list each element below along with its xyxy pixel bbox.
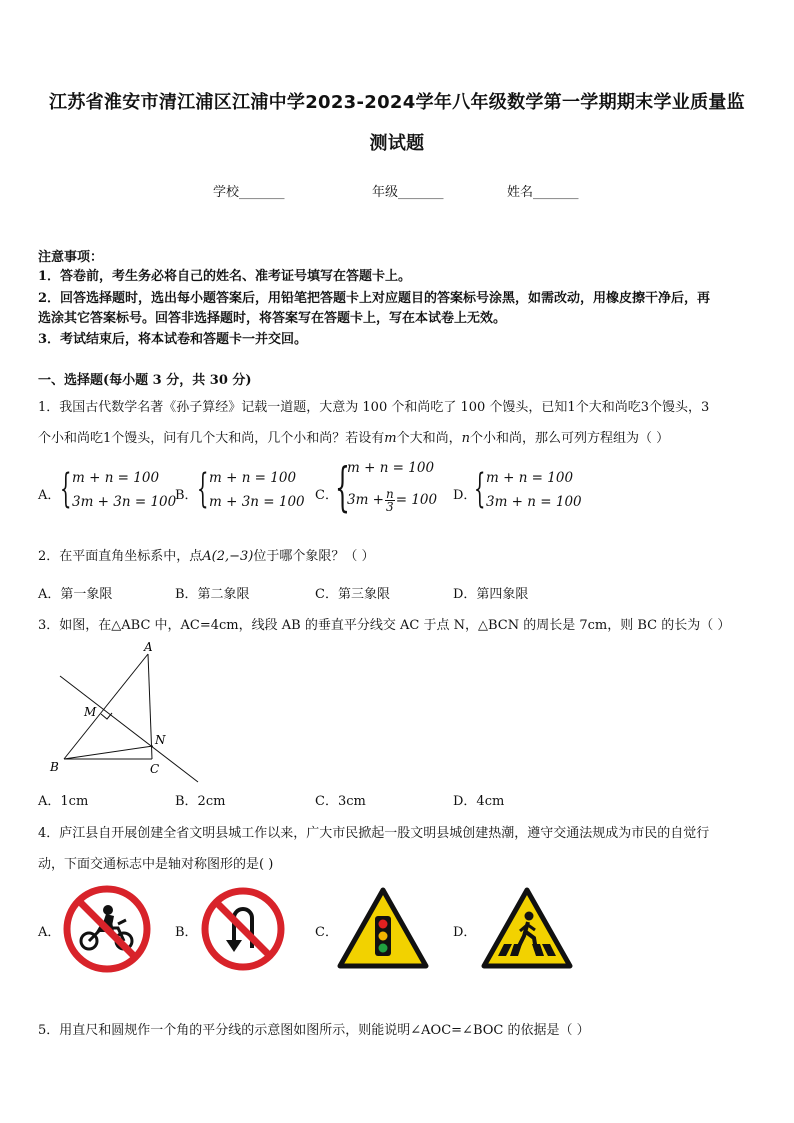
- q1-option-a-system[interactable]: { m + n = 100 3m + 3n = 100: [60, 466, 177, 512]
- traffic-light-warning-sign-icon[interactable]: [336, 886, 430, 970]
- q3-option-b[interactable]: B．2cm: [175, 794, 226, 809]
- right-angle-mark: [101, 713, 112, 719]
- notice-item-2a: 2．回答选择题时，选出每小题答案后，用铅笔把答题卡上对应题目的答案标号涂黑，如需改动，用橡皮擦干净后，再: [38, 291, 711, 306]
- label-b: B: [50, 760, 59, 774]
- page-title: 江苏省淮安市清江浦区江浦中学2023-2024学年八年级数学第一学期期末学业质量监: [49, 92, 745, 113]
- grade-field[interactable]: 年级_______: [372, 185, 444, 200]
- pedestrian-crossing-warning-sign-icon[interactable]: [480, 886, 574, 970]
- q4-stem-line1: 4．庐江县自开展创建全省文明县城工作以来，广大市民掀起一股文明县城创建热潮，遵守交通法规成为市民的自觉行: [38, 826, 710, 841]
- q1-option-d-system[interactable]: { m + n = 100 3m + n = 100: [474, 466, 582, 512]
- q4-option-b-label[interactable]: B．: [175, 925, 198, 940]
- notice-heading: 注意事项：: [38, 250, 104, 265]
- notice-item-1: 1．答卷前，考生务必将自己的姓名、准考证号填写在答题卡上。: [38, 269, 412, 284]
- label-a: A: [144, 640, 153, 654]
- no-u-turn-sign-icon[interactable]: [200, 886, 286, 972]
- q1-stem-line1: 1．我国古代数学名著《孙子算经》记载一道题，大意为 100 个和尚吃了 100 个馒头，已知1个大和尚吃3个馒头，3: [38, 400, 710, 415]
- segment-ab: [64, 654, 148, 759]
- q3-option-c[interactable]: C．3cm: [315, 794, 366, 809]
- label-n: N: [155, 733, 166, 747]
- q4-option-d-label[interactable]: D．: [453, 925, 477, 940]
- notice-item-3: 3．考试结束后，将本试卷和答题卡一并交回。: [38, 332, 308, 347]
- q3-triangle-diagram: [38, 636, 218, 784]
- label-m: M: [84, 705, 97, 719]
- notice-item-2b: 选涂其它答案标号。回答非选择题时，将答案写在答题卡上，写在本试卷上无效。: [38, 311, 507, 326]
- q1-option-c-system[interactable]: { m + n = 100 3m + $\frac{n}{3}$ = 100: [335, 458, 438, 518]
- q2-option-a[interactable]: A．第一象限: [38, 587, 113, 602]
- segment-bn: [64, 746, 153, 759]
- q2-option-d[interactable]: D．第四象限: [453, 587, 529, 602]
- perpendicular-bisector-line: [60, 676, 198, 782]
- q2-stem: 2．在平面直角坐标系中，点A(2,−3)位于哪个象限？（ ）: [38, 549, 375, 564]
- q1-stem-line2: 个小和尚吃1个馒头，问有几个大和尚，几个小和尚？若设有m个大和尚，n个小和尚，那么可列方程组为（ ）: [38, 431, 670, 446]
- q1-option-b-label[interactable]: B．: [175, 488, 198, 503]
- q1-option-d-label[interactable]: D．: [453, 488, 477, 503]
- q1-option-a-label[interactable]: A．: [38, 488, 61, 503]
- page-title-line2: 测试题: [369, 133, 425, 154]
- no-motorcycle-sign-icon[interactable]: [62, 884, 152, 974]
- q2-option-c[interactable]: C．第三象限: [315, 587, 390, 602]
- q1-option-b-system[interactable]: { m + n = 100 m + 3n = 100: [197, 466, 305, 512]
- name-field[interactable]: 姓名_______: [507, 185, 579, 200]
- q4-option-a-label[interactable]: A．: [38, 925, 61, 940]
- q3-option-a[interactable]: A．1cm: [38, 794, 89, 809]
- q2-option-b[interactable]: B．第二象限: [175, 587, 250, 602]
- q4-stem-line2: 动，下面交通标志中是轴对称图形的是( ): [38, 857, 274, 872]
- q1-option-c-label[interactable]: C．: [315, 488, 338, 503]
- school-field[interactable]: 学校_______: [213, 185, 285, 200]
- q5-stem: 5．用直尺和圆规作一个角的平分线的示意图如图所示，则能说明∠AOC=∠BOC 的依据是（ ）: [38, 1023, 590, 1038]
- section-heading: 一、选择题(每小题 3 分，共 30 分): [38, 373, 252, 388]
- segment-ac: [148, 654, 152, 759]
- q3-option-d[interactable]: D．4cm: [453, 794, 505, 809]
- q3-stem: 3．如图，在△ABC 中，AC=4cm，线段 AB 的垂直平分线交 AC 于点 N，△BCN 的周长是 7cm，则 BC 的长为（ ）: [38, 618, 731, 633]
- label-c: C: [150, 762, 160, 776]
- q4-option-c-label[interactable]: C．: [315, 925, 338, 940]
